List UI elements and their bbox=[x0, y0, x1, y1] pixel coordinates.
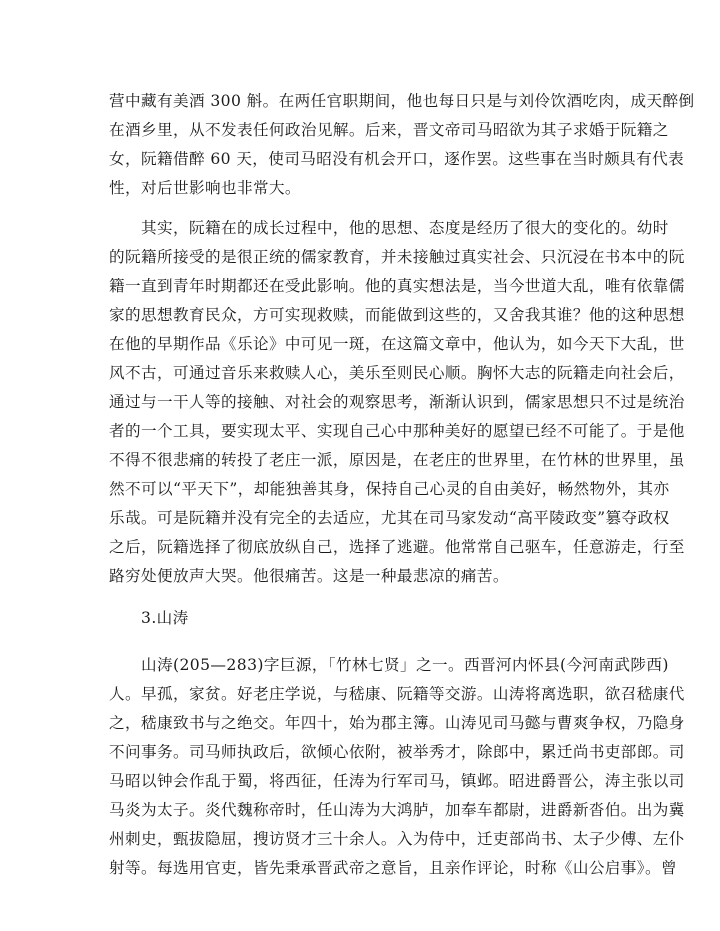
paragraph-3-line-1: 山涛(205—283)字巨源，「竹林七贤」之一。西晋河内怀县(今河南武陟西) bbox=[141, 656, 669, 674]
paragraph-1-line-4: 性，对后世影响也非常大。 bbox=[109, 179, 301, 197]
paragraph-3-line-5: 马昭以钟会作乱于蜀，将西征，任涛为行军司马，镇邺。昭进爵晋公，涛主张以司 bbox=[109, 772, 685, 790]
paragraph-2-line-11: 乐哉。可是阮籍并没有完全的去适应，尤其在司马家发动“高平陵政变”篡夺政权 bbox=[109, 509, 670, 527]
paragraph-2-line-4: 家的思想教育民众，方可实现救赎，而能做到这些的，又舍我其谁？他的这种思想 bbox=[109, 306, 685, 324]
paragraph-1-line-3: 女，阮籍借醉 60 天，使司马昭没有机会开口，逐作罢。这些事在当时颇具有代表 bbox=[109, 150, 685, 168]
paragraph-3-line-7: 州刺史，甄拔隐屈，搜访贤才三十余人。入为侍中，迁吏部尚书、太子少傅、左仆 bbox=[109, 830, 685, 848]
paragraph-2-line-9: 不得不很悲痛的转投了老庄一派，原因是，在老庄的世界里，在竹林的世界里，虽 bbox=[109, 451, 685, 469]
paragraph-2-line-13: 路穷处便放声大哭。他很痛苦。这是一种最悲凉的痛苦。 bbox=[109, 567, 509, 585]
paragraph-2-line-5: 在他的早期作品《乐论》中可见一斑，在这篇文章中，他认为，如今天下大乱，世 bbox=[109, 335, 685, 353]
paragraph-3-line-6: 马炎为太子。炎代魏称帝时，任山涛为大鸿胪，加奉车都尉，进爵新沓伯。出为冀 bbox=[109, 801, 685, 819]
paragraph-2-line-10: 然不可以“平天下”，却能独善其身，保持自己心灵的自由美好，畅然物外，其亦 bbox=[109, 480, 670, 498]
paragraph-2-line-2: 的阮籍所接受的是很正统的儒家教育，并未接触过真实社会、只沉浸在书本中的阮 bbox=[109, 248, 685, 266]
paragraph-2-line-12: 之后，阮籍选择了彻底放纵自己，选择了逃避。他常常自己驱车，任意游走，行至 bbox=[109, 538, 685, 556]
paragraph-3-line-4: 不问事务。司马师执政后，欲倾心依附，被举秀才，除郎中，累迁尚书吏部郎。司 bbox=[109, 743, 685, 761]
paragraph-3-line-8: 射等。每选用官吏，皆先秉承晋武帝之意旨，且亲作评论，时称《山公启事》。曾 bbox=[109, 859, 677, 877]
paragraph-3-line-2: 人。早孤，家贫。好老庄学说，与嵇康、阮籍等交游。山涛将离选职，欲召嵇康代 bbox=[109, 685, 685, 703]
paragraph-2-line-6: 风不古，可通过音乐来救赎人心，美乐至则民心顺。胸怀大志的阮籍走向社会后， bbox=[109, 364, 685, 382]
paragraph-2-line-8: 者的一个工具，要实现太平、实现自己心中那种美好的愿望已经不可能了。于是他 bbox=[109, 422, 685, 440]
section-heading: 3.山涛 bbox=[141, 609, 189, 627]
paragraph-3-line-3: 之，嵇康致书与之绝交。年四十，始为郡主簿。山涛见司马懿与曹爽争权，乃隐身 bbox=[109, 714, 685, 732]
paragraph-2-line-1: 其实，阮籍在的成长过程中，他的思想、态度是经历了很大的变化的。幼时 bbox=[141, 219, 669, 237]
paragraph-2-line-7: 通过与一干人等的接触、对社会的观察思考，渐渐认识到，儒家思想只不过是统治 bbox=[109, 393, 685, 411]
paragraph-1-line-1: 营中藏有美酒 300 斛。在两任官职期间，他也每日只是与刘伶饮酒吃肉，成天醉倒 bbox=[109, 92, 695, 110]
paragraph-1-line-2: 在酒乡里，从不发表任何政治见解。后来，晋文帝司马昭欲为其子求婚于阮籍之 bbox=[109, 121, 669, 139]
paragraph-2-line-3: 籍一直到青年时期都还在受此影响。他的真实想法是，当今世道大乱，唯有依靠儒 bbox=[109, 277, 685, 295]
